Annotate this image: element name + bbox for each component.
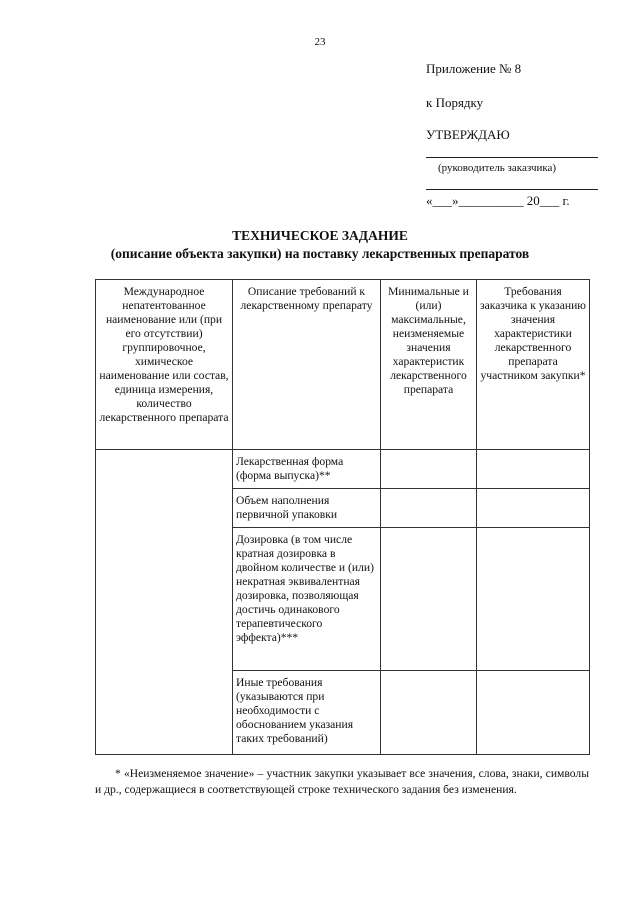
header-requirements: Описание требований к лекарственному препарату (233, 280, 381, 450)
value-cell (381, 450, 477, 489)
specification-table (95, 279, 590, 755)
document-title: ТЕХНИЧЕСКОЕ ЗАДАНИЕ (232, 228, 408, 243)
value-cell (381, 528, 477, 671)
row-fill-volume: Объем наполнения первичной упаковки (233, 489, 381, 528)
row-other-requirements: Иные требования (указываются при необходимости с обоснованием указания таких требований) (233, 671, 381, 755)
inn-cell (96, 450, 233, 755)
signature-name-line (426, 189, 598, 190)
table-header-row (96, 280, 590, 450)
table-row (96, 450, 590, 489)
customer-cell (477, 671, 590, 755)
signer-caption: (руководитель заказчика) (438, 162, 557, 174)
customer-cell (477, 528, 590, 671)
signature-line (426, 157, 598, 158)
value-cell (381, 671, 477, 755)
header-customer-requirements: Требования заказчика к указанию значения характеристики лекарственного препарата участником закупки* (477, 280, 590, 450)
appendix-label: Приложение № 8 (426, 61, 522, 76)
order-label: к Порядку (426, 95, 484, 110)
value-cell (381, 489, 477, 528)
header-inn: Международное непатентованное наименование или (при его отсутствии) группировочное, химическое наименование или состав, единица измерения, количество лекарственного препарата (96, 280, 233, 450)
row-dosage-form: Лекарственная форма (форма выпуска)** (233, 450, 381, 489)
row-dosage: Дозировка (в том числе кратная дозировка в двойном количестве и (или) некратная эквивалентная дозировка, позволяющая достичь одинакового терапевтического эффекта)*** (233, 528, 381, 671)
document-subtitle: (описание объекта закупки) на поставку лекарственных препаратов (110, 246, 530, 261)
customer-cell (477, 450, 590, 489)
page-number: 23 (314, 36, 326, 48)
approve-label: УТВЕРЖДАЮ (426, 127, 510, 142)
customer-cell (477, 489, 590, 528)
header-values: Минимальные и (или) максимальные, неизменяемые значения характеристик лекарственного препарата (381, 280, 477, 450)
footnote: * «Неизменяемое значение» – участник закупки указывает все значения, слова, знаки, символы и др., содержащиеся в соответствующей строке технического задания без изменения. (95, 767, 589, 796)
approval-date: «___»__________ 20___ г. (426, 193, 570, 208)
